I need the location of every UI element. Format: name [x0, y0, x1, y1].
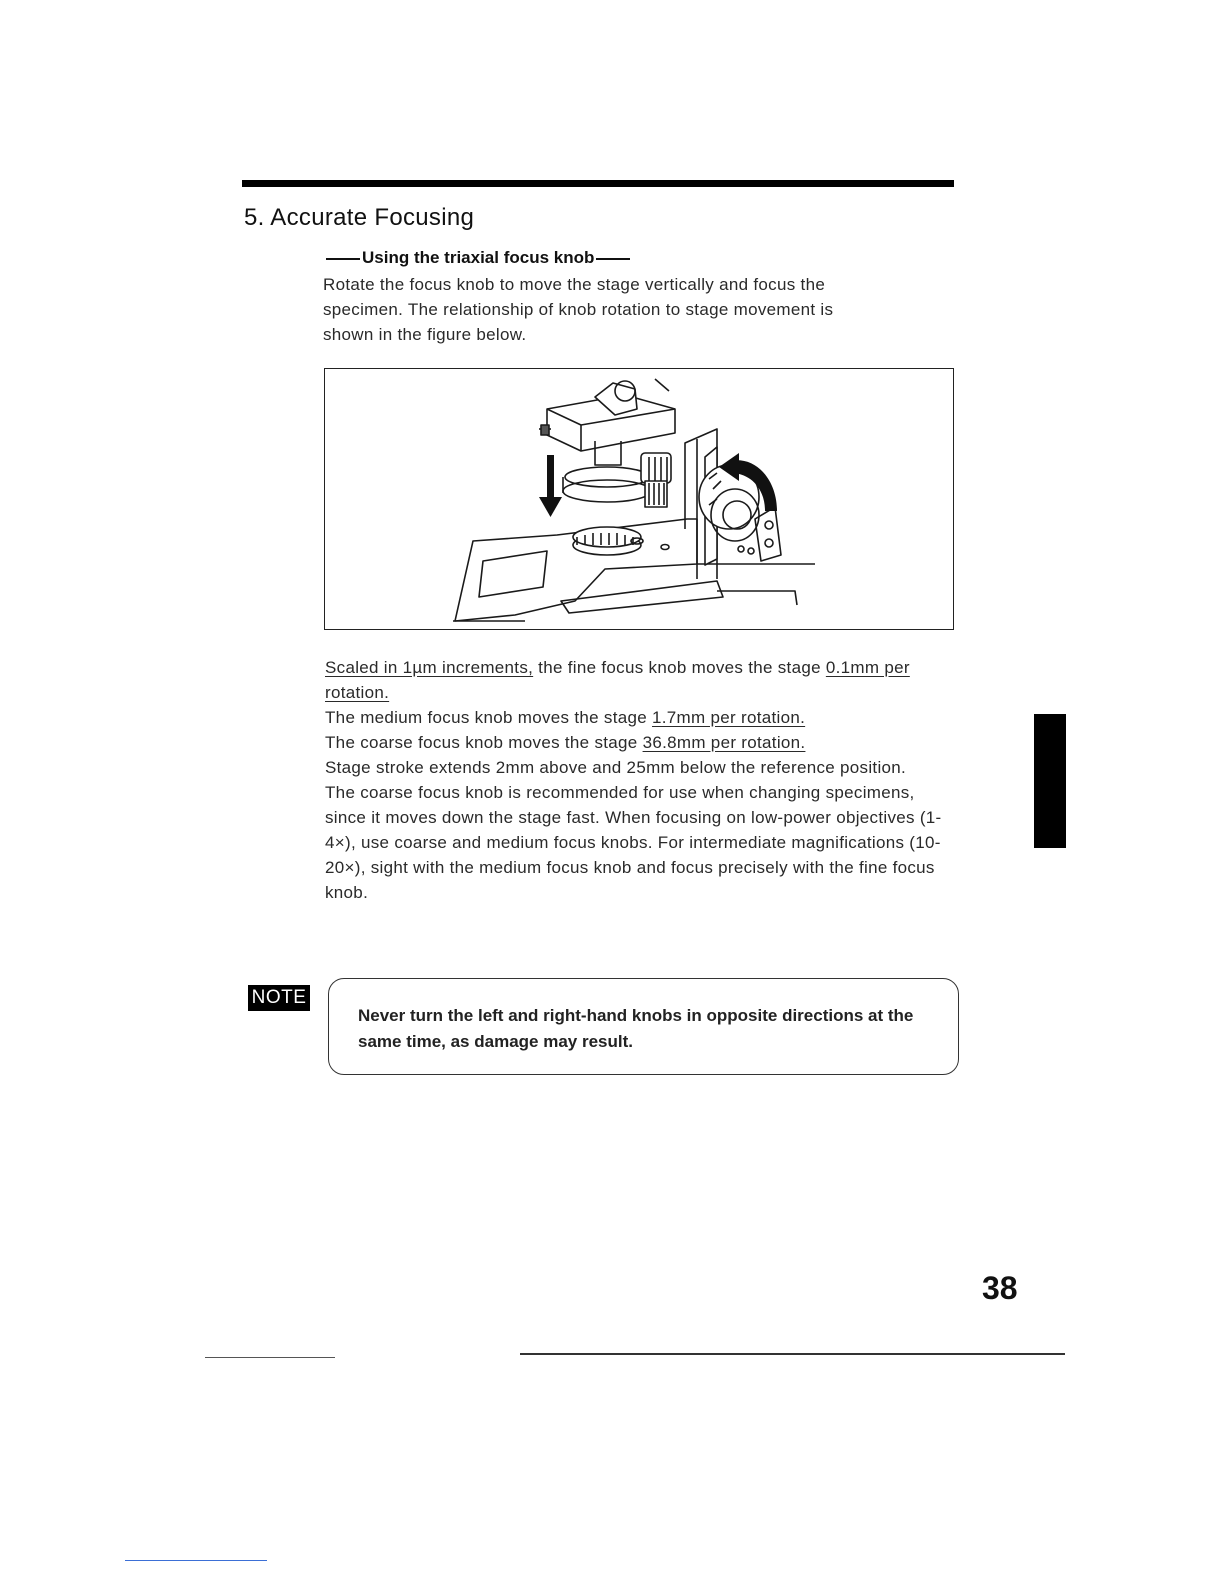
- section-title: [244, 204, 474, 232]
- footer-rule-left: [205, 1357, 335, 1358]
- subheading: [324, 248, 632, 268]
- coarse-text: The coarse focus knob moves the stage: [325, 733, 643, 752]
- section-title-text: Accurate Focusing: [270, 204, 475, 231]
- fine-text: the fine focus knob moves the stage: [533, 658, 826, 677]
- section-number: 5.: [244, 204, 265, 231]
- stage-stroke-spec: Stage stroke extends 2mm above and 25mm below the reference position.: [325, 758, 907, 777]
- section-thumb-tab: [1034, 714, 1066, 848]
- medium-rotation-underlined: 1.7mm per rotation.: [652, 708, 806, 727]
- top-rule: [242, 180, 954, 187]
- intro-paragraph: [323, 272, 933, 347]
- footer-link-rule: [125, 1560, 267, 1561]
- microscope-figure: [324, 368, 954, 630]
- medium-text: The medium focus knob moves the stage: [325, 708, 653, 727]
- page-number: 38: [982, 1270, 1018, 1306]
- fine-knob-spec: [325, 655, 955, 705]
- microscope-illustration: [325, 369, 955, 631]
- subheading-text: Using the triaxial focus knob: [362, 248, 595, 267]
- intro-line: specimen. The relationship of knob rotation to stage movement is: [323, 300, 834, 319]
- note-text: Never turn the left and right-hand knobs in opposite directions at the same time, as damage may result.: [358, 1006, 914, 1051]
- note-badge: NOTE: [248, 985, 310, 1011]
- intro-line: Rotate the focus knob to move the stage vertically and focus the: [323, 275, 826, 294]
- dash-left: [326, 258, 360, 260]
- knob-usage-text: The coarse focus knob is recommended for use when changing specimens, since it moves down the stage fast. When focusing on low-power objectives (1-4×), use coarse and medium focus knobs. For intermediate magnifications (10-20×), sight with the medium focus knob and focus precisely with the fine focus knob.: [325, 783, 942, 902]
- dash-right: [596, 258, 630, 260]
- fine-rotation-underlined: 0.1mm per rotation.: [325, 658, 910, 702]
- intro-line: shown in the figure below.: [323, 325, 527, 344]
- fine-scale-underlined: Scaled in 1µm increments,: [325, 658, 534, 677]
- footer-rule-right: [520, 1353, 1065, 1355]
- specs-paragraph: [325, 655, 955, 905]
- coarse-knob-spec: [325, 730, 955, 755]
- medium-knob-spec: [325, 705, 955, 730]
- coarse-rotation-underlined: 36.8mm per rotation.: [642, 733, 806, 752]
